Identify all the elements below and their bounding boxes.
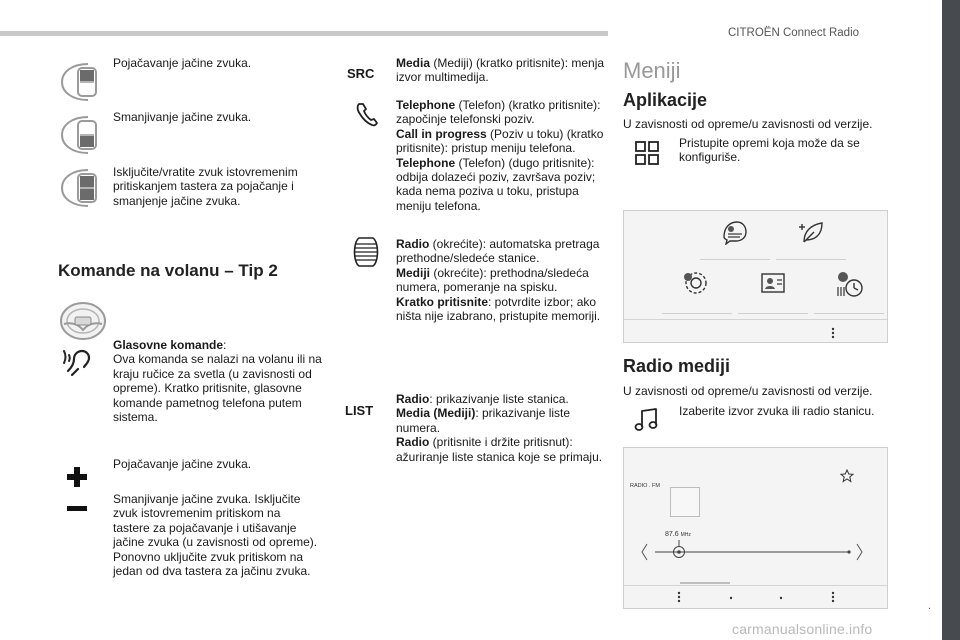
page-marker: . [928,600,932,612]
radio-media-title: Radio mediji [623,356,731,376]
apps-grid-icon [634,140,660,166]
apps-tile-profile [738,265,808,314]
apps-screen [623,210,888,343]
minus-text: Smanjivanje jačine zvuka. Isključite zvuk istovremenim pritiskom na tastere za pojačavanje i utišavanje jačine zvuka (u zavisnosti od opreme). Ponovno uključite zvuk pritiskom na jedan od dva tastera za jačinu zvuka. [113,492,318,579]
steering-control-down-icon [58,115,100,155]
volume-up-text: Pojačavanje jačine zvuka. [113,56,252,70]
radio-options-icon[interactable] [677,591,681,603]
radio-more-icon[interactable] [831,591,835,603]
mute-text: Isključite/vratite zvuk istovremenim pritiskanjem tastera za pojačanje i smanjenje jačine zvuka. [113,165,298,208]
frequency-slider[interactable] [639,540,869,564]
steering-wheel-icon [58,300,108,342]
src-button-label: SRC [347,66,375,81]
favorite-star-icon[interactable] [840,469,854,483]
phone-icon [355,101,379,127]
voice-command-text: Glasovne komande: Ova komanda se nalazi na volanu ili na kraju ručice za svetla (u zavisnosti od opreme). Kratko pritisnite, glasovne komande pametnog telefona putem sistema. [113,338,322,425]
minus-icon [66,505,88,513]
watermark: carmanualsonline.info [732,621,873,637]
apps-tile-eco [776,211,846,260]
telephone-text: Telephone (Telefon) (kratko pritisnite): započinje telefonski poziv. Call in progress (Poziv u toku) (kratko pritisnite): pristup meniju telefona. Telephone (Telefon) (dugo pritisnite): odbija dolazeći poziv, završava poziv; kada nema poziva u toku, pristupa meniju telefona. [396,98,604,213]
more-options-icon[interactable] [831,327,835,339]
radio-screen-divider [624,585,887,586]
radio-band-label: RADIO . FM [630,483,660,489]
voice-command-icon [62,345,96,377]
radio-wheel-text: Radio (okrećite): automatska pretraga prethodne/sledeće stanice. Mediji (okrećite): prethodna/sledeća numera, pomeranje na spisku. Kratko pritisnite: potvrdite izbor; ako ništa nije izabrano, pristupite memoriji. [396,237,601,324]
menus-title: Meniji [623,58,681,83]
section-title-steering-type2: Komande na volanu – Tip 2 [58,261,278,280]
radio-tab-dot-icon[interactable] [779,596,783,600]
thumbwheel-icon [351,236,381,268]
steering-control-up-icon [58,62,100,102]
top-rule [0,31,608,36]
steering-control-both-icon [58,168,100,208]
media-text: Media (Mediji) (kratko pritisnite): menja izvor multimedija. [396,56,605,85]
apps-text: Pristupite opremi koja može da se konfiguriše. [679,136,860,165]
radio-screen [623,447,888,609]
list-button-label: LIST [345,403,374,418]
radio-media-note: U zavisnosti od opreme/u zavisnosti od verzije. [623,384,873,398]
radio-media-text: Izaberite izvor zvuka ili radio stanicu. [679,404,875,418]
apps-tile-climate-timer [814,265,884,314]
plus-icon [66,466,88,488]
brand-header: CITROËN Connect Radio [728,27,860,39]
page-edge-bar [942,0,960,640]
radio-tab-dot-icon[interactable] [729,596,733,600]
list-text: Radio: prikazivanje liste stanica. Media (Mediji): prikazivanje liste numera. Radio (pritisnite i držite pritisnut): ažuriranje liste stanica koje se primaju. [396,392,603,464]
plus-text: Pojačavanje jačine zvuka. [113,457,252,471]
album-art-placeholder [670,487,700,517]
radio-screen-highlight-bar [680,582,730,584]
apps-tile-settings [662,265,732,314]
apps-screen-divider [624,319,887,320]
apps-tile-car-info [700,211,770,260]
radio-frequency: 87.6 MHz [665,531,691,538]
apps-note: U zavisnosti od opreme/u zavisnosti od verzije. [623,117,873,131]
apps-title: Aplikacije [623,90,708,110]
volume-down-text: Smanjivanje jačine zvuka. [113,110,252,124]
music-note-icon [634,407,660,433]
